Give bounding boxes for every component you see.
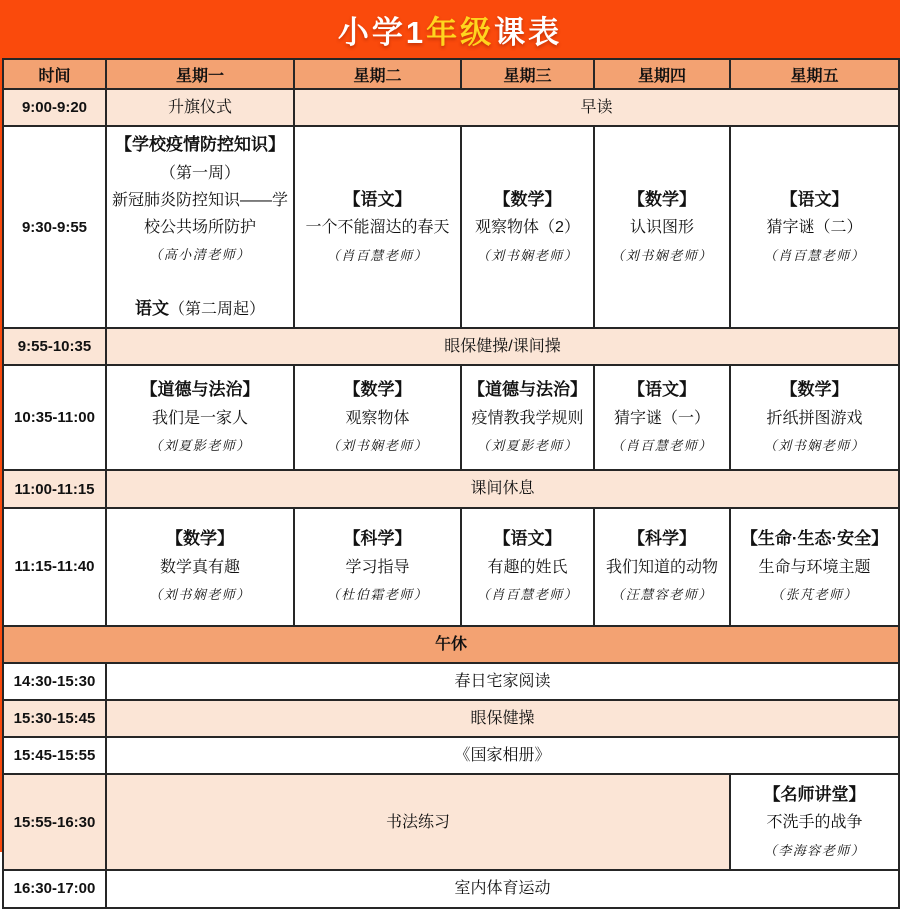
title-segment-2: 年级 <box>426 14 495 50</box>
cell-line <box>109 216 291 239</box>
cell-line <box>109 297 291 322</box>
text-segment: 一个不能溜达的春天 <box>305 219 450 237</box>
cell-line <box>109 877 896 900</box>
text-segment: （第一周） <box>159 164 240 182</box>
course-cell <box>730 774 899 870</box>
cell-line <box>464 216 591 239</box>
day-column-header: 星期二 <box>294 59 461 89</box>
course-cell <box>730 126 899 328</box>
teacher-name: （肖百慧老师） <box>763 248 866 264</box>
cell-line <box>733 244 896 267</box>
timetable-row <box>3 126 899 328</box>
cell-line <box>109 407 291 430</box>
cell-line <box>464 434 591 457</box>
teacher-name: （刘书娴老师） <box>326 439 429 455</box>
cell-line <box>297 378 458 403</box>
teacher-name: （刘书娴老师） <box>611 248 713 264</box>
cell-line <box>597 378 727 403</box>
subject-label: 【数学】 <box>780 380 849 400</box>
course-cell <box>461 365 594 470</box>
noon-break-cell <box>3 626 899 663</box>
text-segment: 数学真有趣 <box>159 558 240 576</box>
time-cell: 15:45-15:55 <box>3 737 106 774</box>
text-segment: 校公共场所防护 <box>143 219 256 237</box>
time-cell: 10:35-11:00 <box>3 365 106 470</box>
cell-line <box>297 244 458 267</box>
cell-line <box>109 189 291 212</box>
text-segment: 升旗仪式 <box>167 99 232 116</box>
cell-line <box>733 527 896 552</box>
timetable-row <box>3 328 899 365</box>
timetable <box>2 58 900 909</box>
teacher-name: （刘夏影老师） <box>149 439 251 455</box>
subject-label: 【语文】 <box>628 380 696 400</box>
text-segment: 学习指导 <box>345 558 410 576</box>
day-column-header: 星期三 <box>461 59 594 89</box>
cell-line <box>109 335 896 358</box>
cell-line <box>109 477 896 500</box>
cell-line <box>109 378 291 403</box>
teacher-name: （刘夏影老师） <box>476 439 579 455</box>
course-cell <box>294 126 461 328</box>
day-column-header: 星期五 <box>730 59 899 89</box>
activity-cell <box>106 89 294 126</box>
text-segment: 我们是一家人 <box>151 410 248 428</box>
subject-label: 【数学】 <box>166 529 234 549</box>
cell-line <box>733 839 896 862</box>
subject-label: 【数学】 <box>343 380 412 400</box>
subject-label: 【名师讲堂】 <box>763 784 866 804</box>
cell-line <box>597 527 727 552</box>
title-segment-1: 1 <box>405 14 427 50</box>
teacher-name: （杜伯霜老师） <box>326 587 429 603</box>
text-segment: 春日宅家阅读 <box>454 672 551 690</box>
course-cell <box>106 508 294 626</box>
timetable-row <box>3 89 899 126</box>
cell-line <box>597 244 727 267</box>
text-segment: 不洗手的战争 <box>766 814 863 832</box>
time-column-header: 时间 <box>3 59 106 89</box>
timetable-body <box>3 59 899 908</box>
text-segment: 新冠肺炎防控知识——学 <box>111 192 288 210</box>
time-cell: 9:30-9:55 <box>3 126 106 328</box>
course-cell <box>461 508 594 626</box>
subject-label: 【道德与法治】 <box>140 380 260 400</box>
course-cell <box>594 508 730 626</box>
course-cell <box>594 126 730 328</box>
teacher-name: （肖百慧老师） <box>611 439 713 455</box>
text-segment: 猜字谜（一） <box>613 410 710 428</box>
cell-line <box>597 216 727 239</box>
text-segment: 课间休息 <box>470 480 535 498</box>
course-cell <box>294 365 461 470</box>
cell-line <box>464 188 591 213</box>
cell-line <box>297 556 458 579</box>
activity-cell <box>106 700 899 737</box>
time-cell: 11:15-11:40 <box>3 508 106 626</box>
cell-line <box>597 407 727 430</box>
text-segment: 书法练习 <box>385 813 450 831</box>
cell-line <box>109 670 896 693</box>
cell-line <box>733 378 896 403</box>
cell-line <box>597 583 727 606</box>
cell-line <box>109 96 291 119</box>
activity-cell <box>106 774 730 870</box>
cell-line <box>109 556 291 579</box>
activity-cell <box>106 737 899 774</box>
teacher-name: （肖百慧老师） <box>326 248 429 264</box>
timetable-row <box>3 508 899 626</box>
text-segment: 早读 <box>580 99 613 116</box>
cell-line <box>733 407 896 430</box>
teacher-name: （肖百慧老师） <box>476 587 579 603</box>
teacher-name: （张芃老师） <box>770 587 858 603</box>
activity-cell <box>106 328 899 365</box>
text-segment: 认识图形 <box>629 219 694 237</box>
text-segment: 有趣的姓氏 <box>487 558 568 576</box>
cell-line <box>733 556 896 579</box>
subject-label: 【学校疫情防控知识】 <box>115 135 285 155</box>
cell-line <box>733 783 896 808</box>
activity-cell <box>106 470 899 507</box>
timetable-row <box>3 774 899 870</box>
course-cell <box>730 508 899 626</box>
title-segment-0: 小学 <box>337 14 406 50</box>
cell-line <box>597 556 727 579</box>
cell-line <box>109 583 291 606</box>
subject-label: 【数学】 <box>493 189 562 209</box>
text-segment: 午休 <box>434 635 467 653</box>
cell-line <box>297 527 458 552</box>
cell-line <box>109 527 291 552</box>
text-segment: 眼保健操 <box>470 709 535 727</box>
teacher-name: （刘书娴老师） <box>149 587 251 603</box>
cell-line <box>464 527 591 552</box>
time-cell: 9:55-10:35 <box>3 328 106 365</box>
teacher-name: （汪慧容老师） <box>611 587 713 603</box>
cell-line <box>297 407 458 430</box>
cell-line <box>297 434 458 457</box>
timetable-row <box>3 626 899 663</box>
timetable-row <box>3 663 899 700</box>
cell-line <box>733 583 896 606</box>
timetable-row <box>3 700 899 737</box>
time-cell: 15:30-15:45 <box>3 700 106 737</box>
activity-cell <box>106 663 899 700</box>
text-segment: 室内体育运动 <box>454 880 551 898</box>
cell-line <box>464 583 591 606</box>
cell-line <box>464 244 591 267</box>
teacher-name: （李海容老师） <box>763 843 866 859</box>
text-segment: 疫情教我学规则 <box>471 410 584 428</box>
text-segment: 《国家相册》 <box>454 747 551 765</box>
time-cell: 9:00-9:20 <box>3 89 106 126</box>
header-row <box>3 59 899 89</box>
timetable-row <box>3 470 899 507</box>
cell-line <box>297 583 458 606</box>
subject-label: 【数学】 <box>628 189 696 209</box>
timetable-row <box>3 737 899 774</box>
cell-line <box>109 434 291 457</box>
cell-line <box>464 407 591 430</box>
cell-line <box>109 243 291 266</box>
subject-label: 语文 <box>134 298 169 318</box>
course-cell <box>106 126 294 328</box>
title-segment-3: 课表 <box>494 14 563 50</box>
teacher-name: （刘书娴老师） <box>763 439 866 455</box>
timetable-row <box>3 365 899 470</box>
cell-line <box>109 133 291 158</box>
cell-line <box>464 556 591 579</box>
cell-line <box>297 96 896 119</box>
cell-line <box>733 216 896 239</box>
cell-line <box>6 633 896 656</box>
timetable-row <box>3 870 899 907</box>
time-cell: 14:30-15:30 <box>3 663 106 700</box>
cell-line <box>109 271 291 293</box>
activity-cell <box>106 870 899 907</box>
cell-line <box>109 744 896 767</box>
cell-line <box>109 707 896 730</box>
cell-line <box>733 434 896 457</box>
cell-line <box>597 434 727 457</box>
title-banner <box>2 0 898 58</box>
subject-label: 【语文】 <box>343 189 412 209</box>
day-column-header: 星期四 <box>594 59 730 89</box>
time-cell: 16:30-17:00 <box>3 870 106 907</box>
course-cell <box>594 365 730 470</box>
text-segment: 眼保健操/课间操 <box>444 338 561 356</box>
text-segment: 猜字谜（二） <box>766 219 863 237</box>
subject-label: 【语文】 <box>780 189 849 209</box>
page-title <box>338 7 562 52</box>
course-cell <box>461 126 594 328</box>
text-segment <box>109 271 291 293</box>
teacher-name: （刘书娴老师） <box>476 248 579 264</box>
time-cell: 15:55-16:30 <box>3 774 106 870</box>
subject-label: 【科学】 <box>343 529 412 549</box>
text-segment: 生命与环境主题 <box>758 558 871 576</box>
day-column-header: 星期一 <box>106 59 294 89</box>
cell-line <box>297 216 458 239</box>
teacher-name: （高小清老师） <box>149 248 251 264</box>
course-cell <box>294 508 461 626</box>
subject-label: 【生命·生态·安全】 <box>740 529 889 549</box>
text-segment: 折纸拼图游戏 <box>766 410 863 428</box>
subject-label: 【语文】 <box>493 529 562 549</box>
course-cell <box>730 365 899 470</box>
activity-cell <box>294 89 899 126</box>
time-cell: 11:00-11:15 <box>3 470 106 507</box>
subject-label: 【科学】 <box>628 529 696 549</box>
cell-line <box>597 188 727 213</box>
text-segment: 观察物体（2） <box>475 219 580 237</box>
cell-line <box>733 811 896 834</box>
cell-line <box>109 811 727 834</box>
course-cell <box>106 365 294 470</box>
cell-line <box>109 162 291 185</box>
cell-line <box>297 188 458 213</box>
cell-line <box>464 378 591 403</box>
text-segment: （第二周起） <box>168 300 265 318</box>
text-segment: 我们知道的动物 <box>605 558 718 576</box>
subject-label: 【道德与法治】 <box>468 380 587 400</box>
text-segment: 观察物体 <box>345 410 410 428</box>
cell-line <box>733 188 896 213</box>
